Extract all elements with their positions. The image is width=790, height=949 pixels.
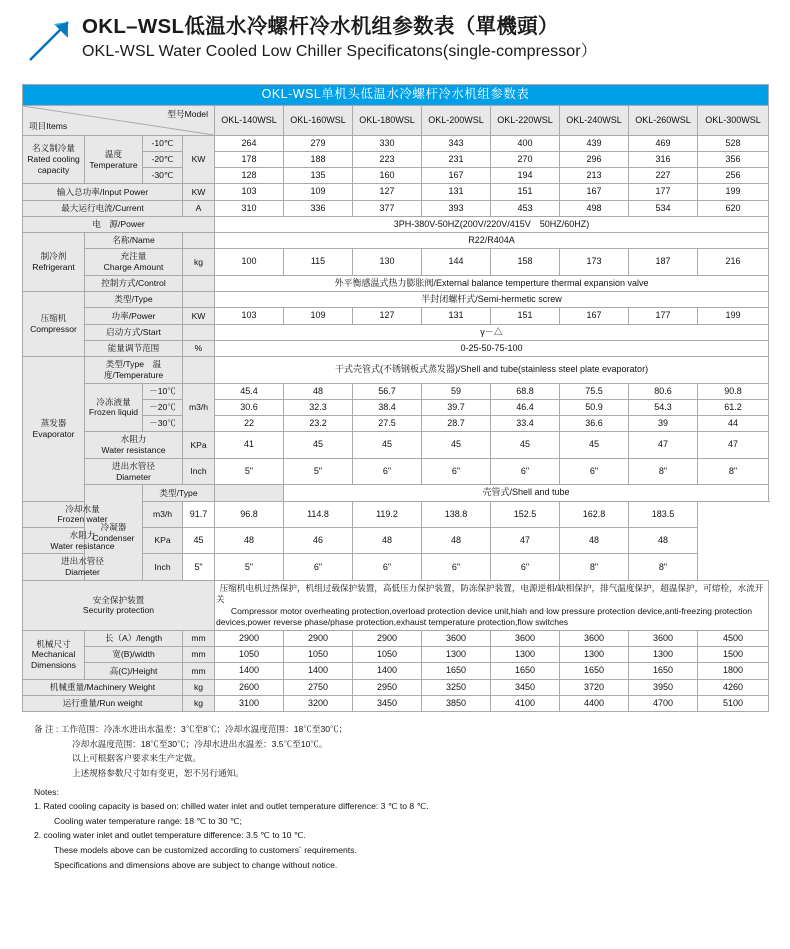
cell: 199 (698, 184, 769, 200)
frozen-liquid-unit: m3/h (183, 383, 215, 432)
rated-cooling-unit: KW (183, 135, 215, 184)
refrigerant-label: 制冷剂 Refrigerant (23, 233, 85, 292)
evap-temp-1: －20℃ (143, 399, 183, 415)
table-row (23, 663, 769, 679)
control-value: 外平衡感温式热力膨胀阀/External balance temperture thermal expansion valve (215, 275, 769, 291)
condenser-type-value: 壳管式/Shell and tube (284, 485, 769, 501)
note-en-4: Specifications and dimensions above are subject to change without notice. (54, 859, 338, 870)
cell: 3600 (422, 630, 491, 646)
compressor-power-unit: KW (183, 308, 215, 324)
run-weight-unit: kg (183, 695, 215, 711)
cell: 138.8 (422, 501, 491, 527)
table-row (23, 432, 769, 458)
cell: 194 (491, 168, 560, 184)
cell: 8" (560, 554, 629, 580)
temp-value-1: -20℃ (143, 151, 183, 167)
cell: 47 (491, 527, 560, 553)
cell: 119.2 (353, 501, 422, 527)
table-row (23, 554, 769, 580)
table-row (23, 184, 769, 200)
note-cn-3: 以上可根据客户要求来生产定做。 (72, 753, 201, 764)
cell: 167 (422, 168, 491, 184)
cell: 3950 (629, 679, 698, 695)
note-cn-4: 上述规格参数尺寸如有变更，恕不另行通知。 (72, 767, 244, 778)
power-supply-label: 电 源/Power (23, 216, 215, 232)
evap-temp-0: －10℃ (143, 383, 183, 399)
cell: 1050 (284, 647, 353, 663)
cell: 45 (353, 432, 422, 458)
mechanical-dimensions-label: 机械尺寸 Mechanical Dimensions (23, 630, 85, 679)
cell: 4100 (491, 695, 560, 711)
cell: 162.8 (560, 501, 629, 527)
table-row (23, 308, 769, 324)
cell: 2600 (215, 679, 284, 695)
cell: 498 (560, 200, 629, 216)
model-column-0: OKL-140WSL (215, 105, 284, 135)
cell: 45 (422, 432, 491, 458)
cell: 44 (698, 416, 769, 432)
condenser-resistance-label: 水阻力 Water resistance (23, 527, 143, 553)
table-row (23, 233, 769, 249)
cell: 8" (629, 458, 698, 484)
cell: 3720 (560, 679, 629, 695)
evaporator-label: 蒸发器 Evaporator (23, 357, 85, 501)
table-banner-row (23, 85, 769, 106)
cell: 1400 (284, 663, 353, 679)
cell: 173 (560, 249, 629, 275)
cell: 32.3 (284, 399, 353, 415)
cell: 22 (215, 416, 284, 432)
input-power-unit: KW (183, 184, 215, 200)
cell: 152.5 (491, 501, 560, 527)
cell: 1300 (560, 647, 629, 663)
cell: 46.4 (491, 399, 560, 415)
cell: 213 (560, 168, 629, 184)
dimension-height-unit: mm (183, 663, 215, 679)
note-en-1b: Cooling water temperature range: 18 ℃ to 30 ℃; (54, 815, 242, 826)
cell: 6" (560, 458, 629, 484)
cell: 1050 (215, 647, 284, 663)
cell: 131 (422, 184, 491, 200)
spec-table (22, 84, 769, 712)
cell: 167 (560, 308, 629, 324)
cell: 279 (284, 135, 353, 151)
cell: 36.6 (560, 416, 629, 432)
cell: 1650 (629, 663, 698, 679)
table-row (23, 357, 769, 383)
security-text-en: Compressor motor overheating protection,overload protection device unit,hiah and low pressure protection device,anti-freezing protection devices,power reverse phase/phase protection,exhaust temperature protection,flow switches (216, 606, 753, 628)
cell: 4260 (698, 679, 769, 695)
cell: 135 (284, 168, 353, 184)
cell: 183.5 (629, 501, 698, 527)
compressor-start-value: γ－△ (215, 324, 769, 340)
evap-diameter-unit: Inch (183, 458, 215, 484)
cell: 5" (284, 458, 353, 484)
cell: 48 (353, 527, 422, 553)
machine-weight-label: 机械重量/Machinery Weight (23, 679, 183, 695)
cell: 109 (284, 184, 353, 200)
cell: 90.8 (698, 383, 769, 399)
cell: 343 (422, 135, 491, 151)
cell: 59 (422, 383, 491, 399)
capacity-control-label: 能量调节范围 (85, 340, 183, 356)
cell: 8" (629, 554, 698, 580)
cell: 54.3 (629, 399, 698, 415)
cell: 128 (215, 168, 284, 184)
table-row (23, 249, 769, 275)
cell: 223 (353, 151, 422, 167)
table-row (23, 340, 769, 356)
cell: 38.4 (353, 399, 422, 415)
cell: 1650 (491, 663, 560, 679)
cell: 8" (698, 458, 769, 484)
cell: 528 (698, 135, 769, 151)
compressor-start-unit (183, 324, 215, 340)
evap-diameter-label: 进出水管径 Diameter (85, 458, 183, 484)
cell: 3100 (215, 695, 284, 711)
cell: 151 (491, 308, 560, 324)
capacity-control-value: 0-25-50-75-100 (215, 340, 769, 356)
cell: 91.7 (183, 501, 215, 527)
cell: 177 (629, 308, 698, 324)
page-title-en: OKL-WSL Water Cooled Low Chiller Specificatons(single-compressor） (82, 42, 597, 60)
rated-cooling-label: 名义制冷量 Rated cooling capacity (23, 135, 85, 184)
capacity-control-unit: % (183, 340, 215, 356)
table-row (23, 695, 769, 711)
note-cn-2: 冷却水温度范围：18℃至30℃；冷却水进出水温差：3.5℃至10℃。 (72, 738, 328, 749)
cell: 160 (353, 168, 422, 184)
compressor-label: 压缩机 Compressor (23, 292, 85, 357)
control-unit (183, 275, 215, 291)
table-row (23, 292, 769, 308)
cell: 6" (422, 554, 491, 580)
table-row (23, 383, 769, 399)
table-row (23, 580, 769, 630)
cell: 1050 (353, 647, 422, 663)
cell: 48 (284, 383, 353, 399)
cell: 46 (284, 527, 353, 553)
cell: 534 (629, 200, 698, 216)
cell: 3600 (491, 630, 560, 646)
cell: 23.2 (284, 416, 353, 432)
cell: 39 (629, 416, 698, 432)
model-column-7: OKL-300WSL (698, 105, 769, 135)
spec-table-wrapper (0, 66, 790, 712)
condenser-water-label: 冷却水量 Frozen water (23, 501, 143, 527)
table-row (23, 501, 769, 527)
max-current-label: 最大运行电流/Current (23, 200, 183, 216)
compressor-start-label: 启动方式/Start (85, 324, 183, 340)
cell: 48 (560, 527, 629, 553)
cell: 3450 (491, 679, 560, 695)
security-text-cn: 压缩机电机过热保护，机组过载保护装置，高低压力保护装置，防冻保护装置，电源逆相/缺相保护，排气温度保护，超温保护，可熔栓，水流开关 (216, 582, 764, 604)
dimension-length-unit: mm (183, 630, 215, 646)
cell: 439 (560, 135, 629, 151)
cell: 178 (215, 151, 284, 167)
cell: 310 (215, 200, 284, 216)
cell: 75.5 (560, 383, 629, 399)
note-cn-1: 备 注 : 工作范围：冷冻水进出水温差：3℃至8℃；冷却水温度范围：18℃至30℃； (34, 724, 348, 735)
cell: 1400 (353, 663, 422, 679)
corner-model-label: 型号Model (167, 108, 208, 119)
cell: 30.6 (215, 399, 284, 415)
model-column-1: OKL-160WSL (284, 105, 353, 135)
cell: 188 (284, 151, 353, 167)
temp-value-2: -30℃ (143, 168, 183, 184)
notes-block (0, 712, 790, 872)
cell: 3600 (629, 630, 698, 646)
charge-amount-label: 充注量 Charge Amount (85, 249, 183, 275)
cell: 356 (698, 151, 769, 167)
input-power-label: 输入总功率/Input Power (23, 184, 183, 200)
cell: 296 (560, 151, 629, 167)
cell: 227 (629, 168, 698, 184)
evap-resistance-unit: KPa (183, 432, 215, 458)
charge-amount-unit: kg (183, 249, 215, 275)
cell: 80.6 (629, 383, 698, 399)
refrigerant-name-unit (183, 233, 215, 249)
note-en-1: 1. Rated cooling capacity is based on: chilled water inlet and outlet temperature difference: 3 ℃ to 8 ℃. (34, 801, 429, 812)
cell: 1650 (422, 663, 491, 679)
cell: 620 (698, 200, 769, 216)
cell: 6" (353, 554, 422, 580)
cell: 1300 (422, 647, 491, 663)
items-model-corner (23, 105, 215, 135)
cell: 131 (422, 308, 491, 324)
cell: 45 (491, 432, 560, 458)
table-row (23, 275, 769, 291)
cell: 330 (353, 135, 422, 151)
cell: 5" (183, 554, 215, 580)
dimension-length-label: 长（A）/length (85, 630, 183, 646)
cell: 3250 (422, 679, 491, 695)
cell: 103 (215, 184, 284, 200)
cell: 27.5 (353, 416, 422, 432)
cell: 6" (491, 458, 560, 484)
cell: 48 (422, 527, 491, 553)
cell: 2900 (284, 630, 353, 646)
condenser-diameter-unit: Inch (143, 554, 183, 580)
compressor-type-unit (183, 292, 215, 308)
cell: 109 (284, 308, 353, 324)
cell: 2900 (215, 630, 284, 646)
cell: 3600 (560, 630, 629, 646)
cell: 61.2 (698, 399, 769, 415)
cell: 158 (491, 249, 560, 275)
cell: 50.9 (560, 399, 629, 415)
condenser-diameter-label: 进出水管径 Diameter (23, 554, 143, 580)
cell: 103 (215, 308, 284, 324)
cell: 144 (422, 249, 491, 275)
compressor-type-label: 类型/Type (85, 292, 183, 308)
cell: 4500 (698, 630, 769, 646)
cell: 47 (698, 432, 769, 458)
cell: 100 (215, 249, 284, 275)
note-en-2: 2. cooling water inlet and outlet temperature difference: 3.5 ℃ to 10 ℃. (34, 830, 306, 841)
table-row (23, 200, 769, 216)
power-supply-value: 3PH-380V-50HZ(200V/220V/415V 50HZ/60HZ) (215, 216, 769, 232)
refrigerant-name-label: 名称/Name (85, 233, 183, 249)
cell: 56.7 (353, 383, 422, 399)
table-row (23, 216, 769, 232)
cell: 130 (353, 249, 422, 275)
cell: 48 (215, 527, 284, 553)
frozen-liquid-label: 冷冻液量 Frozen liquid (85, 383, 143, 432)
evap-resistance-label: 水阻力 Water resistance (85, 432, 183, 458)
cell: 177 (629, 184, 698, 200)
max-current-unit: A (183, 200, 215, 216)
table-row (23, 647, 769, 663)
cell: 45.4 (215, 383, 284, 399)
cell: 47 (629, 432, 698, 458)
cell: 5100 (698, 695, 769, 711)
cell: 316 (629, 151, 698, 167)
cell: 453 (491, 200, 560, 216)
table-banner: OKL-WSL单机头低温水冷螺杆冷水机组参数表 (23, 85, 769, 106)
dimension-width-label: 宽(B)/width (85, 647, 183, 663)
cell: 167 (560, 184, 629, 200)
cell: 5" (215, 554, 284, 580)
condenser-type-unit (215, 485, 284, 501)
cell: 336 (284, 200, 353, 216)
cell: 6" (491, 554, 560, 580)
cell: 39.7 (422, 399, 491, 415)
condenser-label: 冷凝器 Condenser (85, 485, 143, 581)
model-column-5: OKL-240WSL (560, 105, 629, 135)
cell: 2950 (353, 679, 422, 695)
cell: 2900 (353, 630, 422, 646)
table-row (23, 679, 769, 695)
model-column-6: OKL-260WSL (629, 105, 698, 135)
cell: 127 (353, 184, 422, 200)
cell: 6" (422, 458, 491, 484)
cell: 5" (215, 458, 284, 484)
cell: 1650 (560, 663, 629, 679)
cell: 48 (629, 527, 698, 553)
table-row (23, 485, 769, 501)
corner-items-label: 项目Items (29, 120, 68, 131)
evap-temp-2: －30℃ (143, 416, 183, 432)
dimension-height-label: 高(C)/Height (85, 663, 183, 679)
note-en-3: These models above can be customized according to customers´ requirements. (54, 844, 357, 855)
title-block (82, 14, 597, 62)
cell: 256 (698, 168, 769, 184)
temp-value-0: -10℃ (143, 135, 183, 151)
dimension-width-unit: mm (183, 647, 215, 663)
cell: 6" (353, 458, 422, 484)
cell: 199 (698, 308, 769, 324)
cell: 2750 (284, 679, 353, 695)
model-header-row (23, 105, 769, 135)
security-protection-label: 安全保护装置 Security protection (23, 580, 215, 630)
model-column-3: OKL-200WSL (422, 105, 491, 135)
document-header (0, 0, 790, 66)
cell: 114.8 (284, 501, 353, 527)
control-label: 控制方式/Control (85, 275, 183, 291)
evaporator-type-unit (183, 357, 215, 383)
evaporator-type-label: 类型/Type 温度/Temperature (85, 357, 183, 383)
model-column-4: OKL-220WSL (491, 105, 560, 135)
evaporator-type-value: 干式壳管式(不锈钢板式蒸发器)/Shell and tube(stainless steel plate evaporator) (215, 357, 769, 383)
cell: 3450 (353, 695, 422, 711)
cell: 231 (422, 151, 491, 167)
cell: 6" (284, 554, 353, 580)
notes-en-title: Notes: (34, 786, 59, 797)
cell: 4400 (560, 695, 629, 711)
cell: 1300 (491, 647, 560, 663)
cell: 3200 (284, 695, 353, 711)
cell: 45 (183, 527, 215, 553)
compressor-type-value: 半封闭螺杆式/Semi-hermetic screw (215, 292, 769, 308)
condenser-water-unit: m3/h (143, 501, 183, 527)
cell: 187 (629, 249, 698, 275)
compressor-power-label: 功率/Power (85, 308, 183, 324)
condenser-type-label: 类型/Type (143, 485, 215, 501)
cell: 1500 (698, 647, 769, 663)
cell: 33.4 (491, 416, 560, 432)
condenser-resistance-unit: KPa (143, 527, 183, 553)
cell: 4700 (629, 695, 698, 711)
cell: 1800 (698, 663, 769, 679)
cell: 469 (629, 135, 698, 151)
cell: 270 (491, 151, 560, 167)
cell: 28.7 (422, 416, 491, 432)
arrow-logo-icon (24, 16, 78, 66)
cell: 127 (353, 308, 422, 324)
cell: 393 (422, 200, 491, 216)
cell: 151 (491, 184, 560, 200)
cell: 3850 (422, 695, 491, 711)
cell: 400 (491, 135, 560, 151)
cell: 216 (698, 249, 769, 275)
cell: 41 (215, 432, 284, 458)
cell: 45 (560, 432, 629, 458)
model-column-2: OKL-180WSL (353, 105, 422, 135)
run-weight-label: 运行重量/Run weight (23, 695, 183, 711)
page-title-cn: OKL–WSL低温水冷螺杆冷水机组参数表（單機頭） (82, 15, 559, 38)
temperature-label: 温度 Temperature (85, 135, 143, 184)
table-row (23, 135, 769, 151)
table-row (23, 324, 769, 340)
cell: 377 (353, 200, 422, 216)
cell: 68.8 (491, 383, 560, 399)
security-protection-text (215, 580, 769, 630)
cell: 96.8 (215, 501, 284, 527)
refrigerant-name-value: R22/R404A (215, 233, 769, 249)
cell: 1300 (629, 647, 698, 663)
table-row (23, 630, 769, 646)
machine-weight-unit: kg (183, 679, 215, 695)
notes-en-block (34, 785, 766, 873)
cell: 264 (215, 135, 284, 151)
cell: 1400 (215, 663, 284, 679)
cell: 45 (284, 432, 353, 458)
cell: 115 (284, 249, 353, 275)
table-row (23, 458, 769, 484)
